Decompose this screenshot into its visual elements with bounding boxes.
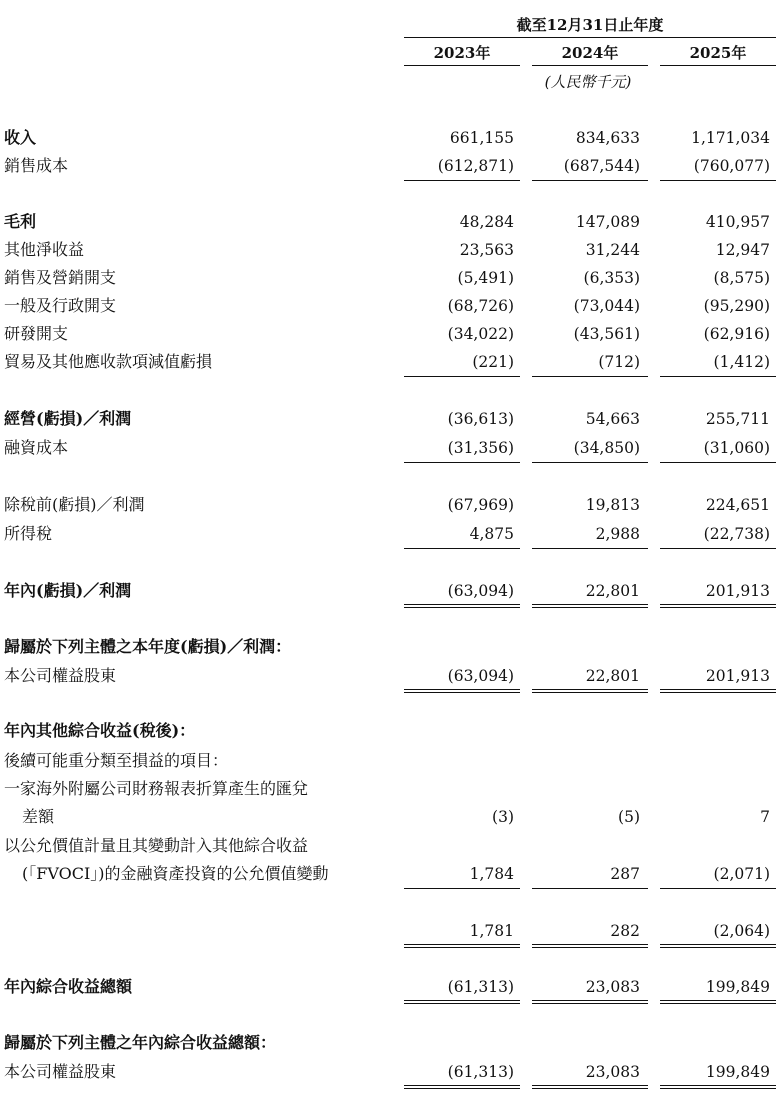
value-2025: (2,071) [713, 865, 770, 883]
row-label: 其他淨收益 [4, 240, 85, 259]
value-2023: 1,784 [469, 865, 514, 883]
period-header: 截至12月31日止年度 [516, 16, 664, 34]
value-2025: 12,947 [715, 241, 770, 259]
year-2024: 2024年 [561, 44, 619, 62]
row-label: (「FVOCI」)的金融資產投資的公允價值變動 [22, 864, 329, 883]
table-row [0, 778, 784, 804]
subtotal-rule [660, 462, 776, 463]
row-label: 毛利 [4, 212, 37, 231]
value-2023: (61,313) [447, 1063, 514, 1081]
subtotal-rule [404, 548, 520, 549]
total-double-rule [404, 1085, 520, 1089]
value-2024: 31,244 [585, 241, 640, 259]
table-row [0, 239, 784, 265]
value-2025: (8,575) [713, 269, 770, 287]
value-2024: 282 [610, 922, 640, 940]
value-2024: (687,544) [563, 157, 640, 175]
row-label: 本公司權益股東 [4, 1062, 117, 1081]
value-2023: (34,022) [447, 325, 514, 343]
value-2025: (95,290) [703, 297, 770, 315]
row-label: 經營(虧損)／利潤 [4, 409, 132, 428]
table-row [0, 351, 784, 377]
year-rule [660, 65, 776, 66]
table-row [0, 155, 784, 181]
table-row [0, 127, 784, 153]
row-label: 銷售及營銷開支 [4, 268, 117, 287]
value-2023: (5,491) [457, 269, 514, 287]
row-label: 本公司權益股東 [4, 666, 117, 685]
row-label: 一般及行政開支 [4, 296, 117, 315]
period-rule [404, 37, 776, 38]
unit-label: (人民幣千元) [544, 73, 632, 91]
subtotal-rule [660, 888, 776, 889]
value-2023: 23,563 [459, 241, 514, 259]
value-2023: (36,613) [447, 410, 514, 428]
value-2023: (221) [472, 353, 514, 371]
year-rule [404, 65, 520, 66]
value-2024: 19,813 [585, 496, 640, 514]
total-double-rule [660, 1000, 776, 1004]
value-2023: 48,284 [459, 213, 514, 231]
row-label: 研發開支 [4, 324, 69, 343]
value-2024: 147,089 [575, 213, 640, 231]
total-double-rule [532, 1000, 648, 1004]
value-2025: 7 [760, 808, 770, 826]
value-2025: (760,077) [693, 157, 770, 175]
row-label: 一家海外附屬公司財務報表折算產生的匯兌 [4, 779, 309, 798]
total-double-rule [660, 1085, 776, 1089]
total-double-rule [660, 944, 776, 948]
value-2025: (31,060) [703, 439, 770, 457]
table-row [0, 494, 784, 520]
value-2023: (63,094) [447, 582, 514, 600]
table-row [0, 806, 784, 832]
table-row [0, 976, 784, 1002]
section-heading [0, 720, 784, 746]
subtotal-rule [404, 888, 520, 889]
value-2023: (3) [492, 808, 514, 826]
value-2024: (5) [618, 808, 640, 826]
row-label: 融資成本 [4, 438, 69, 457]
value-2025: 255,711 [705, 410, 770, 428]
value-2024: (6,353) [583, 269, 640, 287]
table-row [0, 835, 784, 861]
value-2025: 1,171,034 [691, 129, 770, 147]
row-label: 歸屬於下列主體之本年度(虧損)／利潤： [4, 637, 292, 656]
subtotal-rule [532, 376, 648, 377]
table-row [0, 580, 784, 606]
total-double-rule [404, 1000, 520, 1004]
value-2024: 23,083 [585, 1063, 640, 1081]
total-double-rule [404, 604, 520, 608]
subtotal-rule [660, 376, 776, 377]
table-row [0, 1061, 784, 1087]
value-2023: (31,356) [447, 439, 514, 457]
table-row [0, 408, 784, 434]
value-2024: (34,850) [573, 439, 640, 457]
value-2025: (22,738) [703, 525, 770, 543]
row-label: 以公允價值計量且其變動計入其他綜合收益 [4, 836, 309, 855]
value-2024: (712) [598, 353, 640, 371]
total-double-rule [660, 604, 776, 608]
section-heading [0, 636, 784, 662]
table-row [0, 211, 784, 237]
subtotal-rule [404, 376, 520, 377]
value-2023: (61,313) [447, 978, 514, 996]
value-2023: 4,875 [469, 525, 514, 543]
row-label: 收入 [4, 128, 37, 147]
row-label: 年內(虧損)／利潤 [4, 581, 132, 600]
value-2025: (1,412) [713, 353, 770, 371]
row-label: 年內綜合收益總額 [4, 977, 133, 996]
subtotal-rule [404, 180, 520, 181]
value-2024: (43,561) [573, 325, 640, 343]
table-row [0, 750, 784, 776]
value-2025: 410,957 [705, 213, 770, 231]
value-2024: (73,044) [573, 297, 640, 315]
row-label: 銷售成本 [4, 156, 69, 175]
table-row [0, 863, 784, 889]
row-label: 年內其他綜合收益(稅後)： [4, 721, 196, 740]
value-2025: (62,916) [703, 325, 770, 343]
total-double-rule [532, 1085, 648, 1089]
section-heading [0, 1032, 784, 1058]
table-row [0, 523, 784, 549]
table-row [0, 267, 784, 293]
row-label: 歸屬於下列主體之年內綜合收益總額： [4, 1033, 277, 1052]
value-2024: 22,801 [585, 582, 640, 600]
value-2025: 199,849 [705, 1063, 770, 1081]
value-2024: 2,988 [595, 525, 640, 543]
subtotal-rule [532, 462, 648, 463]
value-2023: 1,781 [469, 922, 514, 940]
subtotal-rule [404, 462, 520, 463]
total-double-rule [532, 604, 648, 608]
value-2024: 23,083 [585, 978, 640, 996]
value-2024: 287 [610, 865, 640, 883]
total-double-rule [404, 944, 520, 948]
table-row [0, 323, 784, 349]
row-label: 後續可能重分類至損益的項目： [4, 751, 229, 770]
value-2023: (67,969) [447, 496, 514, 514]
table-row [0, 295, 784, 321]
subtotal-rule [532, 888, 648, 889]
row-label: 差額 [22, 807, 55, 826]
value-2023: (63,094) [447, 667, 514, 685]
value-2023: (612,871) [437, 157, 514, 175]
row-label: 所得稅 [4, 524, 53, 543]
year-2025: 2025年 [689, 44, 747, 62]
row-label: 貿易及其他應收款項減值虧損 [4, 352, 213, 371]
subtotal-rule [532, 180, 648, 181]
year-2023: 2023年 [433, 44, 491, 62]
table-row [0, 437, 784, 463]
value-2025: 201,913 [705, 667, 770, 685]
table-row [0, 665, 784, 691]
value-2024: 834,633 [575, 129, 640, 147]
row-label: 除稅前(虧損)／利潤 [4, 495, 145, 514]
subtotal-rule [532, 548, 648, 549]
value-2025: 224,651 [705, 496, 770, 514]
year-rule [532, 65, 648, 66]
value-2023: (68,726) [447, 297, 514, 315]
total-double-rule [660, 689, 776, 693]
total-double-rule [532, 689, 648, 693]
value-2025: 199,849 [705, 978, 770, 996]
value-2024: 22,801 [585, 667, 640, 685]
value-2023: 661,155 [449, 129, 514, 147]
value-2024: 54,663 [585, 410, 640, 428]
subtotal-rule [660, 548, 776, 549]
value-2025: (2,064) [713, 922, 770, 940]
value-2025: 201,913 [705, 582, 770, 600]
table-row [0, 920, 784, 946]
total-double-rule [532, 944, 648, 948]
subtotal-rule [660, 180, 776, 181]
total-double-rule [404, 689, 520, 693]
